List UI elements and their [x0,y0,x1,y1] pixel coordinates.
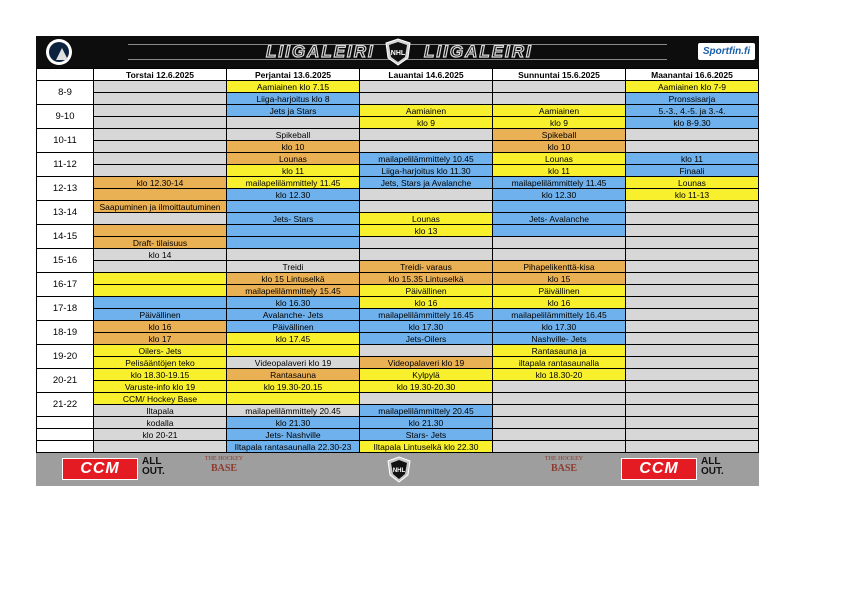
schedule-cell [94,93,227,105]
schedule-cell [626,297,759,309]
schedule-cell: Päivällinen [94,309,227,321]
schedule-cell [227,117,360,129]
time-slot: 10-11 [37,129,94,153]
schedule-cell: Jets- Nashville [227,429,360,441]
schedule-cell: Lounas [360,213,493,225]
schedule-cell: Aamiainen klo 7-9 [626,81,759,93]
schedule-cell [227,249,360,261]
schedule-cell: Kylpylä [360,369,493,381]
schedule-cell [94,297,227,309]
schedule-cell: klo 16 [360,297,493,309]
schedule-cell: Treidi [227,261,360,273]
schedule-cell [493,441,626,453]
schedule-cell: klo 16 [493,297,626,309]
schedule-cell: Aamiainen [360,105,493,117]
brand-left: LIIGALEIRI [266,42,375,61]
hockey-base-logo-right [544,456,584,483]
schedule-cell: 5.-3., 4.-5. ja 3.-4. [626,105,759,117]
schedule-cell [360,201,493,213]
time-slot-empty [37,429,94,441]
schedule-cell [227,237,360,249]
time-slot: 15-16 [37,249,94,273]
schedule-cell [626,285,759,297]
schedule-cell [227,345,360,357]
schedule-cell: Iltapala rantasaunalla 22.30-23 [227,441,360,453]
time-slot: 16-17 [37,273,94,297]
schedule-cell: Pronssisarja [626,93,759,105]
schedule-cell [94,81,227,93]
schedule-cell: Varuste-info klo 19 [94,381,227,393]
schedule-cell: klo 12.30 [493,189,626,201]
time-slot: 17-18 [37,297,94,321]
ccm-tagline: ALL OUT. [701,456,724,477]
time-slot: 12-13 [37,177,94,201]
schedule-cell: klo 16.30 [227,297,360,309]
schedule-cell [94,153,227,165]
schedule-cell [227,393,360,405]
schedule-cell: mailapelilämmittely 20.45 [227,405,360,417]
ccm-brand: CCM [621,458,697,480]
schedule-cell: Rantasauna [227,369,360,381]
schedule-cell: Videopalaveri klo 19 [360,357,493,369]
schedule-cell: Liiga-harjoitus klo 8 [227,93,360,105]
schedule-cell [360,249,493,261]
schedule-cell [493,237,626,249]
schedule-cell [360,81,493,93]
schedule-cell: mailapelilämmittely 11.45 [493,177,626,189]
schedule-cell: Jets- Stars [227,213,360,225]
schedule-cell [227,201,360,213]
schedule-cell: klo 17.30 [360,321,493,333]
brand-right: LIIGALEIRI [424,42,533,61]
schedule-cell: Videopalaveri klo 19 [227,357,360,369]
schedule-cell: Oilers- Jets [94,345,227,357]
schedule-cell [360,345,493,357]
schedule-cell [360,141,493,153]
schedule-cell: klo 18.30-20 [493,369,626,381]
schedule-cell: klo 17 [94,333,227,345]
schedule-cell [493,225,626,237]
schedule-cell: klo 17.45 [227,333,360,345]
schedule-cell: Jets, Stars ja Avalanche [360,177,493,189]
schedule-cell [94,285,227,297]
time-slot: 20-21 [37,369,94,393]
ccm-brand: CCM [62,458,138,480]
schedule-cell: klo 21.30 [360,417,493,429]
schedule-cell [94,117,227,129]
schedule-cell [360,189,493,201]
time-slot-empty [37,441,94,453]
hockey-base-big: BASE [550,463,578,474]
schedule-cell: Lounas [626,177,759,189]
schedule-cell: klo 12.30-14 [94,177,227,189]
schedule-cell [94,105,227,117]
schedule-cell: Spikeball [227,129,360,141]
schedule-cell [493,405,626,417]
schedule-cell: CCM/ Hockey Base [94,393,227,405]
schedule-cell: klo 13 [360,225,493,237]
schedule-cell: Saapuminen ja ilmoittautuminen [94,201,227,213]
time-slot: 21-22 [37,393,94,417]
schedule-cell [94,189,227,201]
schedule-sheet [36,36,759,486]
schedule-cell: Rantasauna ja [493,345,626,357]
schedule-cell: Treidi- varaus [360,261,493,273]
schedule-cell [626,357,759,369]
schedule-cell: klo 14 [94,249,227,261]
time-slot: 11-12 [37,153,94,177]
schedule-cell [227,225,360,237]
schedule-cell: Jets ja Stars [227,105,360,117]
schedule-cell: klo 15 [493,273,626,285]
hockey-base-small: THE HOCKEY [204,456,244,462]
schedule-cell: Päivällinen [493,285,626,297]
schedule-cell [626,237,759,249]
time-slot: 19-20 [37,345,94,369]
schedule-cell: Päivällinen [227,321,360,333]
schedule-cell [626,381,759,393]
schedule-cell [626,309,759,321]
schedule-cell [493,249,626,261]
schedule-cell: mailapelilämmittely 20.45 [360,405,493,417]
schedule-cell [626,273,759,285]
header-banner [36,36,759,68]
schedule-cell: mailapelilämmittely 16.45 [493,309,626,321]
schedule-cell: klo 20-21 [94,429,227,441]
jets-logo-icon [46,39,72,65]
schedule-cell [94,441,227,453]
schedule-cell [626,201,759,213]
schedule-cell [626,345,759,357]
schedule-cell: mailapelilämmittely 11.45 [227,177,360,189]
time-slot: 18-19 [37,321,94,345]
schedule-cell [626,261,759,273]
schedule-cell: Aamiainen klo 7.15 [227,81,360,93]
schedule-cell: klo 19.30-20.15 [227,381,360,393]
schedule-cell [626,129,759,141]
time-slot-empty [37,417,94,429]
ccm-tagline: ALL OUT. [142,456,165,477]
schedule-cell: Iltapala Lintuselkä klo 22.30 [360,441,493,453]
schedule-cell [626,225,759,237]
schedule-cell [626,429,759,441]
schedule-cell [493,81,626,93]
svg-text:NHL: NHL [390,50,406,57]
schedule-cell: klo 11-13 [626,189,759,201]
schedule-cell: Pihapelikenttä-kisa [493,261,626,273]
schedule-cell [360,129,493,141]
schedule-cell: klo 15.35 Lintuselkä [360,273,493,285]
schedule-cell: Avalanche- Jets [227,309,360,321]
schedule-cell [626,141,759,153]
schedule-cell [626,441,759,453]
schedule-cell: klo 12.30 [227,189,360,201]
schedule-cell [626,333,759,345]
time-slot: 9-10 [37,105,94,129]
hockey-base-logo-left [204,456,244,483]
schedule-cell [94,129,227,141]
schedule-cell [626,405,759,417]
day-header: Torstai 12.6.2025 [94,69,227,81]
schedule-cell: klo 8-9.30 [626,117,759,129]
footer-banner [36,453,759,486]
schedule-cell: Aamiainen [493,105,626,117]
svg-text:NHL: NHL [392,468,406,474]
schedule-cell: mailapelilämmittely 16.45 [360,309,493,321]
schedule-cell [493,381,626,393]
corner-cell [37,69,94,81]
schedule-cell [94,273,227,285]
schedule-cell: mailapelilämmittely 10.45 [360,153,493,165]
schedule-cell [493,417,626,429]
schedule-cell [360,393,493,405]
schedule-cell: iltapala rantasaunalla [493,357,626,369]
schedule-cell: Stars- Jets [360,429,493,441]
schedule-cell [626,393,759,405]
schedule-cell [94,225,227,237]
schedule-cell [94,261,227,273]
hockey-base-small: THE HOCKEY [544,456,584,462]
day-header: Maanantai 16.6.2025 [626,69,759,81]
day-header: Lauantai 14.6.2025 [360,69,493,81]
day-header: Perjantai 13.6.2025 [227,69,360,81]
schedule-cell: Liiga-harjoitus klo 11.30 [360,165,493,177]
schedule-cell: Jets-Oilers [360,333,493,345]
schedule-cell [626,417,759,429]
day-header: Sunnuntai 15.6.2025 [493,69,626,81]
sponsor-logo: Sportfin.fi [698,43,755,60]
schedule-cell [493,429,626,441]
schedule-cell [493,201,626,213]
schedule-cell: klo 21.30 [227,417,360,429]
schedule-cell [493,93,626,105]
schedule-cell: Nashville- Jets [493,333,626,345]
time-slot: 8-9 [37,81,94,105]
schedule-cell: klo 11 [493,165,626,177]
schedule-cell [493,393,626,405]
nhl-shield-icon [384,38,412,66]
schedule-cell: klo 10 [227,141,360,153]
time-slot: 13-14 [37,201,94,225]
schedule-cell [360,93,493,105]
schedule-cell: klo 10 [493,141,626,153]
schedule-cell: klo 16 [94,321,227,333]
hockey-base-big: BASE [210,463,238,474]
schedule-cell: Lounas [493,153,626,165]
schedule-cell [94,213,227,225]
schedule-cell: Päivällinen [360,285,493,297]
schedule-cell: Spikeball [493,129,626,141]
schedule-cell [626,369,759,381]
schedule-cell: Draft- tilaisuus [94,237,227,249]
schedule-cell: kodalla [94,417,227,429]
schedule-cell [94,165,227,177]
schedule-cell: Iltapala [94,405,227,417]
schedule-cell [94,141,227,153]
schedule-cell: Lounas [227,153,360,165]
schedule-cell [360,237,493,249]
schedule-cell: mailapelilämmittely 15.45 [227,285,360,297]
schedule-cell: klo 19.30-20.30 [360,381,493,393]
schedule-cell: Pelisääntöjen teko [94,357,227,369]
time-slot: 14-15 [37,225,94,249]
schedule-cell: klo 11 [626,153,759,165]
schedule-cell: klo 9 [493,117,626,129]
schedule-cell [626,321,759,333]
schedule-table [36,68,759,453]
schedule-cell: klo 18.30-19.15 [94,369,227,381]
schedule-cell: klo 17.30 [493,321,626,333]
schedule-cell [626,213,759,225]
schedule-cell: klo 15 Lintuselkä [227,273,360,285]
schedule-cell [626,249,759,261]
schedule-cell: klo 9 [360,117,493,129]
schedule-cell: klo 11 [227,165,360,177]
schedule-cell: Jets- Avalanche [493,213,626,225]
schedule-cell: Finaali [626,165,759,177]
nhl-logo-icon [386,456,412,483]
